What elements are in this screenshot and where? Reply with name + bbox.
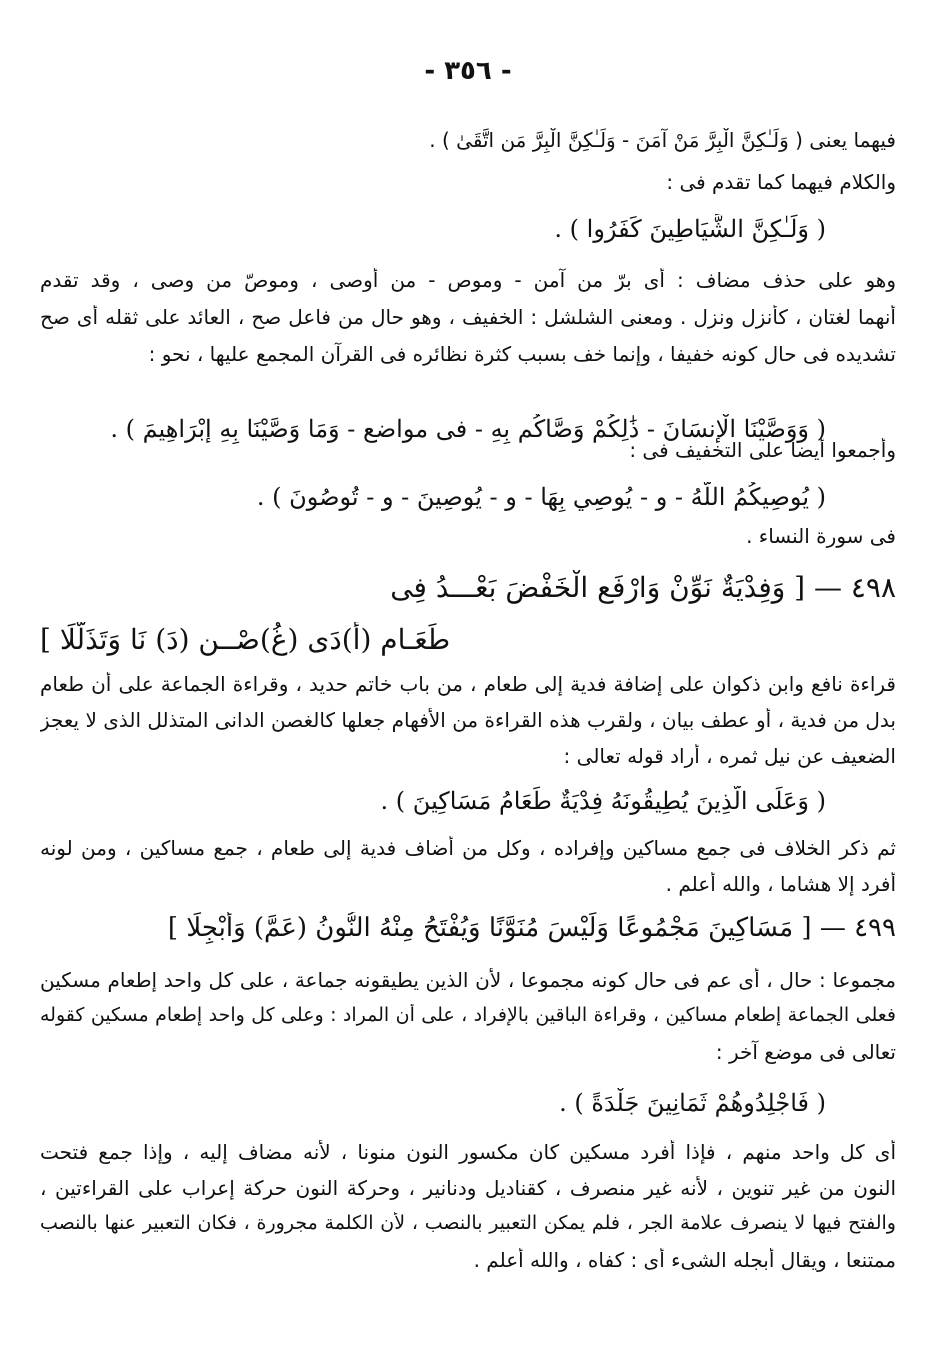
quran-verse-1: ( وَلَـٰكِنَّ الشَّيَاطِينَ كَفَرُوا ) . [554, 215, 826, 243]
text-line-4: وهو على حذف مضاف : أى برّ من آمن - وموص - من أوصى ، وموصّ من وصى ، وقد تقدم [40, 268, 896, 292]
text-line-8: وأجمعوا أيضا على التخفيف فى : [629, 438, 896, 462]
poem-verse-498-line-2: طَعَـامِ (أ)دَى (غُ)صْــنٍ (دَ) نَا وَتَذَلَّلَا ] [40, 623, 451, 656]
text-line-21: فعلى الجماعة إطعام مساكين ، وقراءة الباقين بالإفراد ، على أن المراد : وعلى كل واحد إطعام مسكين كقوله [40, 1004, 896, 1026]
poem-verse-498-line-1: ٤٩٨ — [ وَفِدْيَةٌ نَوِّنْ وَارْفَعِ الْخَفْضَ بَعْـــدُ فِى [390, 571, 896, 604]
quran-verse-3: ( يُوصِيكُمُ اللَّهُ - و - يُوصِي بِهَا - و - يُوصِينَ - و - تُوصُونَ ) . [256, 483, 826, 511]
quran-verse-2: ( وَوَصَّيْنَا الْإِنسَانَ - ذَٰلِكُمْ وَصَّاكُم بِهِ - فى مواضع - وَمَا وَصَّيْنَا بِهِ إِبْرَاهِيمَ ) . [110, 415, 826, 443]
poem-verse-499: ٤٩٩ — [ مَسَاكِينَ مَجْمُوعًا وَلَيْسَ مُنَوَّنًا وَيُفْتَحُ مِنْهُ النُّونُ (عَمَّ) وَأُبْجِلَا ] [167, 913, 896, 943]
text-line-6: تشديده فى حال كونه خفيفا ، وإنما خف بسبب كثرة نظائره فى القرآن المجمع عليها ، نحو : [148, 342, 896, 366]
text-line-27: ممتنعا ، ويقال أبجله الشىء أى : كفاه ، والله أعلم . [473, 1248, 896, 1272]
text-line-13: قراءة نافع وابن ذكوان على إضافة فدية إلى طعام ، من باب خاتم حديد ، وقراءة الجماعة على أن طعام [40, 672, 896, 696]
text-line-24: أى كل واحد منهم ، فإذا أفرد مسكين كان مكسور النون منونا ، لأنه مضاف إليه ، وإذا جمع فتحت [40, 1140, 896, 1164]
text-line-18: أفرد إلا هشاما ، والله أعلم . [665, 872, 896, 896]
text-line-20: مجموعا : حال ، أى عم فى حال كونه مجموعا ، لأن الذين يطيقونه جماعة ، على كل واحد إطعام مسكين [40, 968, 896, 992]
text-line-25: النون من غير تنوين ، لأنه غير منصرف ، كقناديل ودنانير ، وحركة النون حركة إعراب على القراءتين ، [40, 1176, 896, 1200]
text-line-1: فيهما يعنى ( وَلَـٰكِنَّ الْبِرَّ مَنْ آمَنَ - وَلَـٰكِنَّ الْبِرَّ مَنِ اتَّقَىٰ ) . [429, 128, 896, 152]
text-line-26: والفتح فيها لا ينصرف علامة الجر ، فلم يمكن التعبير بالنصب ، لأن الكلمة مجرورة ، فكان التعبير عنها بالنصب [40, 1212, 896, 1234]
text-line-22: تعالى فى موضع آخر : [715, 1040, 896, 1064]
text-line-2: والكلام فيهما كما تقدم فى : [666, 170, 896, 194]
text-line-15: الضعيف عن نيل ثمره ، أراد قوله تعالى : [563, 744, 896, 768]
quran-verse-5: ( فَاجْلِدُوهُمْ ثَمَانِينَ جَلْدَةً ) . [559, 1089, 826, 1117]
text-line-5: أنهما لغتان ، كأنزل ونزل . ومعنى الشلشل : الخفيف ، وهو حال من فاعل صح ، العائد على ثقله أى صح [40, 305, 896, 329]
text-line-10: فى سورة النساء . [746, 524, 896, 548]
text-line-17: ثم ذكر الخلاف فى جمع مساكين وإفراده ، وكل من أضاف فدية إلى طعام ، جمع مساكين ، ومن لونه [40, 836, 896, 860]
page-number: - ٣٥٦ - [424, 56, 512, 86]
quran-verse-4: ( وَعَلَى الَّذِينَ يُطِيقُونَهُ فِدْيَةٌ طَعَامُ مَسَاكِينَ ) . [380, 787, 826, 815]
text-line-14: بدل من فدية ، أو عطف بيان ، ولقرب هذه القراءة من الأفهام جعلها كالغصن الدانى المتذلل الذى لا يعجز [40, 708, 896, 732]
